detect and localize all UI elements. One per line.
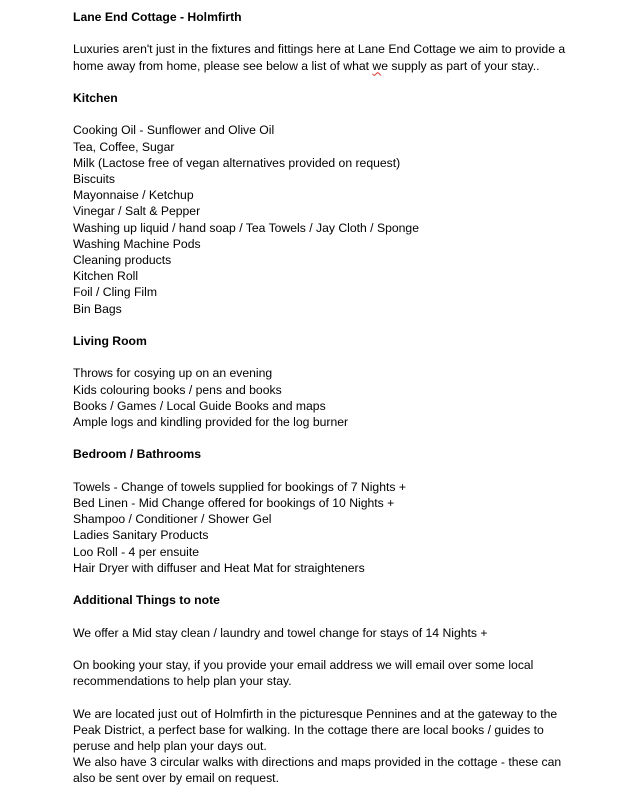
list-item: Washing Machine Pods xyxy=(73,236,201,251)
spellcheck-flagged-word[interactable]: w xyxy=(372,58,382,73)
list-item: Hair Dryer with diffuser and Heat Mat for straighteners xyxy=(73,560,365,575)
list-item: Biscuits xyxy=(73,171,115,186)
list-item: Bed Linen - Mid Change offered for bookings of 10 Nights + xyxy=(73,495,395,510)
list-item: Foil / Cling Film xyxy=(73,285,157,300)
spacer xyxy=(73,25,573,41)
spacer xyxy=(73,689,573,705)
bedroom-bathrooms-list xyxy=(73,479,573,576)
list-item: Kids colouring books / pens and books xyxy=(73,382,282,397)
location-paragraph: We are located just out of Holmfirth in the picturesque Pennines and at the gateway to the Peak District, a perfect base for walking. In the cottage there are local books / guides to peruse and help plan your days out. xyxy=(73,706,558,753)
spacer xyxy=(73,608,573,624)
mid-stay-paragraph: We offer a Mid stay clean / laundry and towel change for stays of 14 Nights + xyxy=(73,625,488,640)
document-title: Lane End Cottage - Holmfirth xyxy=(73,10,242,24)
list-item: Cooking Oil - Sunflower and Olive Oil xyxy=(73,123,275,138)
spacer xyxy=(73,430,573,446)
intro-text-start: Luxuries aren't just in the fixtures and fittings here at Lane End Cottage we aim to provide a home away from home, please see below a list of what xyxy=(73,42,566,73)
intro-paragraph xyxy=(73,41,573,73)
list-item: Books / Games / Local Guide Books and maps xyxy=(73,398,326,413)
intro-text-end: e supply as part of your stay.. xyxy=(381,58,540,73)
list-item: Bin Bags xyxy=(73,301,122,316)
list-item: Washing up liquid / hand soap / Tea Towels / Jay Cloth / Sponge xyxy=(73,220,419,235)
section-heading-additional: Additional Things to note xyxy=(73,593,220,608)
list-item: Towels - Change of towels supplied for bookings of 7 Nights + xyxy=(73,479,406,494)
document-page xyxy=(73,9,573,787)
list-item: Ladies Sanitary Products xyxy=(73,528,209,543)
list-item: Ample logs and kindling provided for the log burner xyxy=(73,415,349,429)
list-item: Cleaning products xyxy=(73,253,172,267)
section-heading-kitchen: Kitchen xyxy=(73,90,118,105)
living-room-list xyxy=(73,365,573,430)
spacer xyxy=(73,463,573,479)
list-item: Tea, Coffee, Sugar xyxy=(73,139,175,154)
list-item: Milk (Lactose free of vegan alternatives provided on request) xyxy=(73,155,401,170)
spacer xyxy=(73,576,573,592)
list-item: Loo Roll - 4 per ensuite xyxy=(73,544,200,559)
spacer xyxy=(73,317,573,333)
spacer xyxy=(73,349,573,365)
section-heading-living-room: Living Room xyxy=(73,334,147,348)
list-item: Shampoo / Conditioner / Shower Gel xyxy=(73,512,272,527)
walks-paragraph: We also have 3 circular walks with directions and maps provided in the cottage - these can also be sent over by email on request. xyxy=(73,755,562,786)
kitchen-list xyxy=(73,122,573,316)
list-item: Kitchen Roll xyxy=(73,269,139,284)
booking-paragraph: On booking your stay, if you provide your email address we will email over some local recommendations to help plan your stay. xyxy=(73,657,534,689)
section-heading-bedroom-bathrooms: Bedroom / Bathrooms xyxy=(73,447,201,462)
spacer xyxy=(73,106,573,122)
list-item: Throws for cosying up on an evening xyxy=(73,366,273,381)
list-item: Vinegar / Salt & Pepper xyxy=(73,204,201,219)
list-item: Mayonnaise / Ketchup xyxy=(73,188,194,203)
spacer xyxy=(73,74,573,90)
spacer xyxy=(73,641,573,657)
